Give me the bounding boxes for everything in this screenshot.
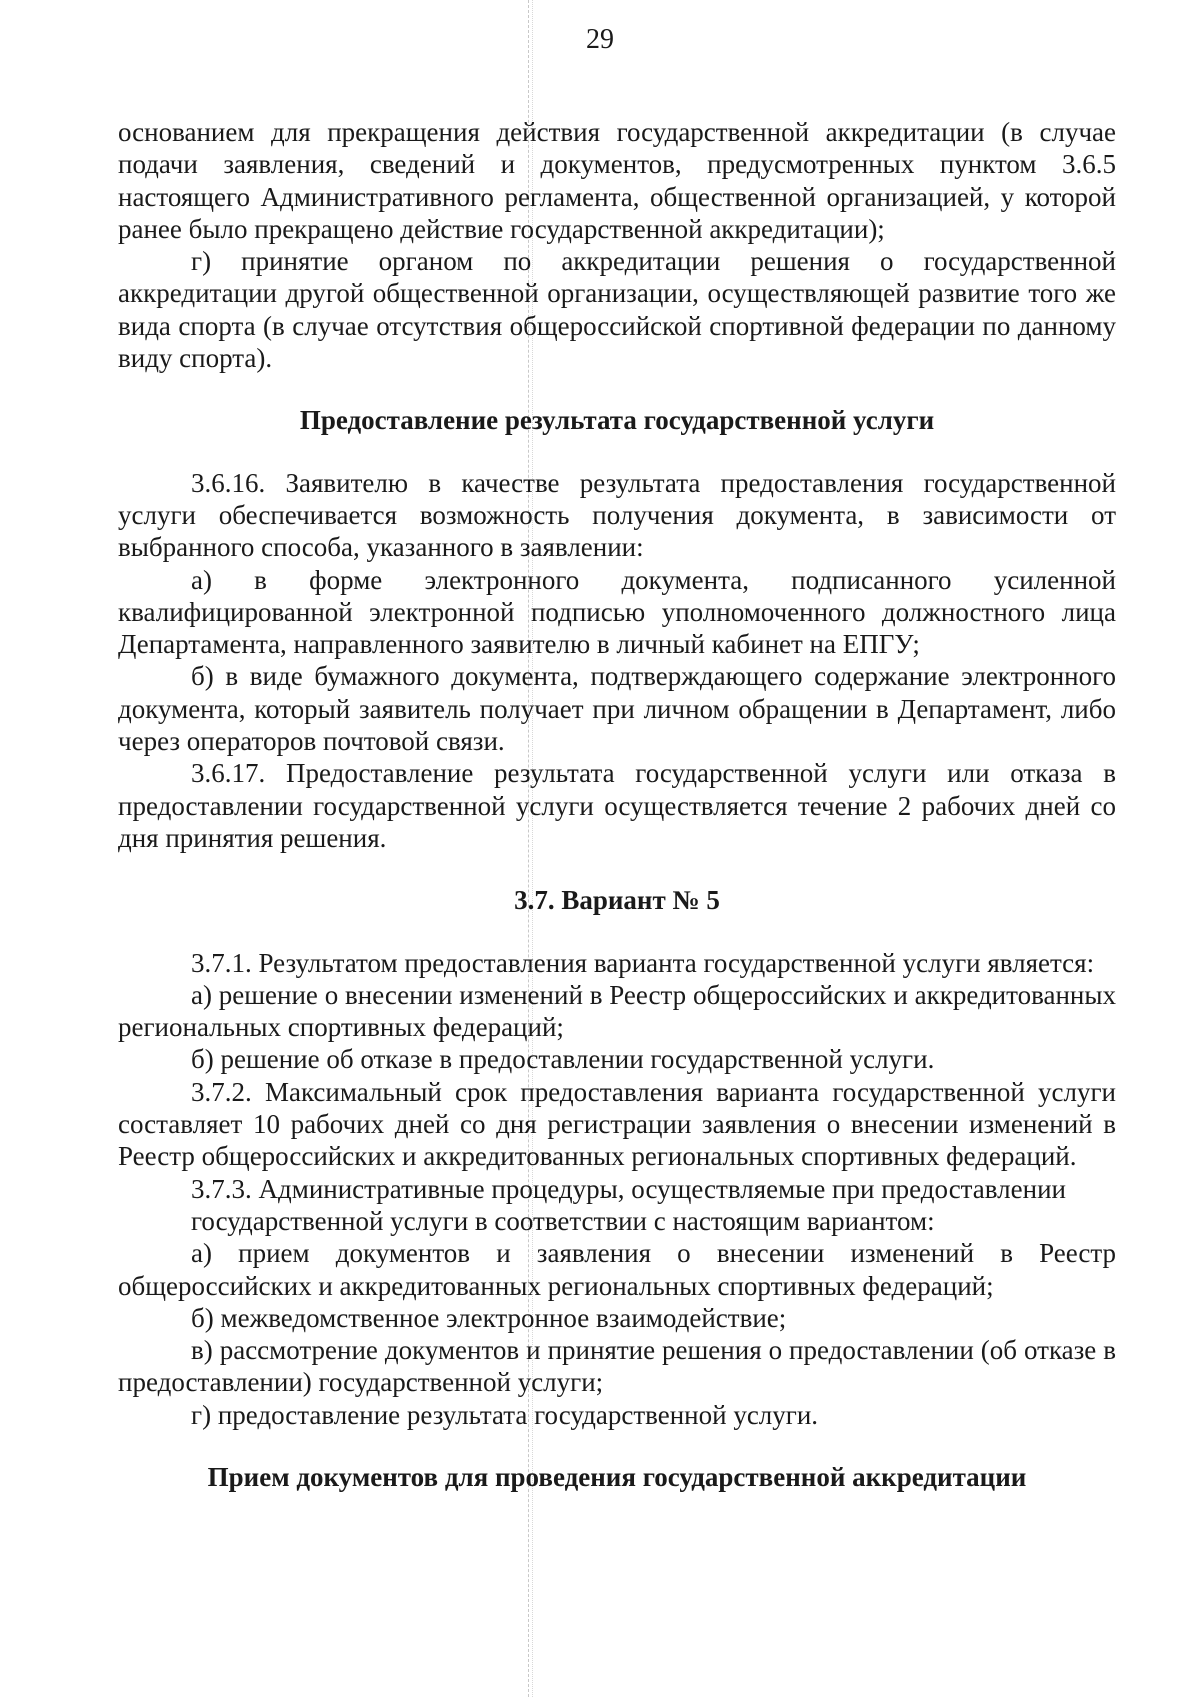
page-number: 29 — [586, 24, 614, 55]
document-body — [118, 116, 1116, 1493]
paragraph: б) решение об отказе в предоставлении государственной услуги. — [191, 1044, 935, 1075]
section-heading: 3.7. Вариант № 5 — [514, 885, 720, 916]
paragraph: 3.7.2. Максимальный срок предоставления варианта государственной услуги составляет 10 рабочих дней со дня регистрации заявления о внесении изменений в Реестр общероссийских и аккредитованных региональных спортивных федераций. — [118, 1076, 1116, 1172]
section-heading: Предоставление результата государственной услуги — [299, 405, 935, 436]
paragraph: б) в виде бумажного документа, подтверждающего содержание электронного документа, который заявитель получает при личном обращении в Департамент, либо через операторов почтовой связи. — [118, 661, 1116, 757]
paragraph: г) предоставление результата государственной услуги. — [191, 1399, 819, 1430]
paragraph: а) прием документов и заявления о внесении изменений в Реестр общероссийских и аккредитованных региональных спортивных федераций; — [118, 1238, 1116, 1301]
paragraph: основанием для прекращения действия государственной аккредитации (в случае подачи заявления, сведений и документов, предусмотренных пунктом 3.6.5 настоящего Административного регламента, общественной организацией, у которой ранее было прекращено действие государственной аккредитации); — [118, 117, 1116, 244]
paragraph: а) в форме электронного документа, подписанного усиленной квалифицированной электронной подписью уполномоченного должностного лица Департамента, направленного заявителю в личный кабинет на ЕПГУ; — [118, 564, 1116, 660]
paragraph: г) принятие органом по аккредитации решения о государственной аккредитации другой общественной организации, осуществляющей развитие того же вида спорта (в случае отсутствия общероссийской спортивной федерации по данному виду спорта). — [118, 246, 1116, 374]
paragraph: 3.6.16. Заявителю в качестве результата предоставления государственной услуги обеспечивается возможность получения документа, в зависимости от выбранного способа, указанного в заявлении: — [118, 467, 1116, 563]
paragraph: 3.6.17. Предоставление результата государственной услуги или отказа в предоставлении государственной услуги осуществляется течение 2 рабочих дней со дня принятия решения. — [118, 758, 1116, 853]
paragraph: государственной услуги в соответствии с настоящим вариантом: — [191, 1205, 935, 1236]
paragraph: в) рассмотрение документов и принятие решения о предоставлении (об отказе в предоставлении) государственной услуги; — [118, 1335, 1116, 1398]
paragraph: 3.7.3. Административные процедуры, осуществляемые при предоставлении — [191, 1173, 1066, 1204]
paragraph: а) решение о внесении изменений в Реестр общероссийских и аккредитованных региональных спортивных федераций; — [118, 979, 1116, 1043]
paragraph: б) межведомственное электронное взаимодействие; — [191, 1302, 787, 1333]
section-heading: Прием документов для проведения государственной аккредитации — [207, 1461, 1027, 1492]
paragraph: 3.7.1. Результатом предоставления варианта государственной услуги является: — [191, 947, 1095, 978]
